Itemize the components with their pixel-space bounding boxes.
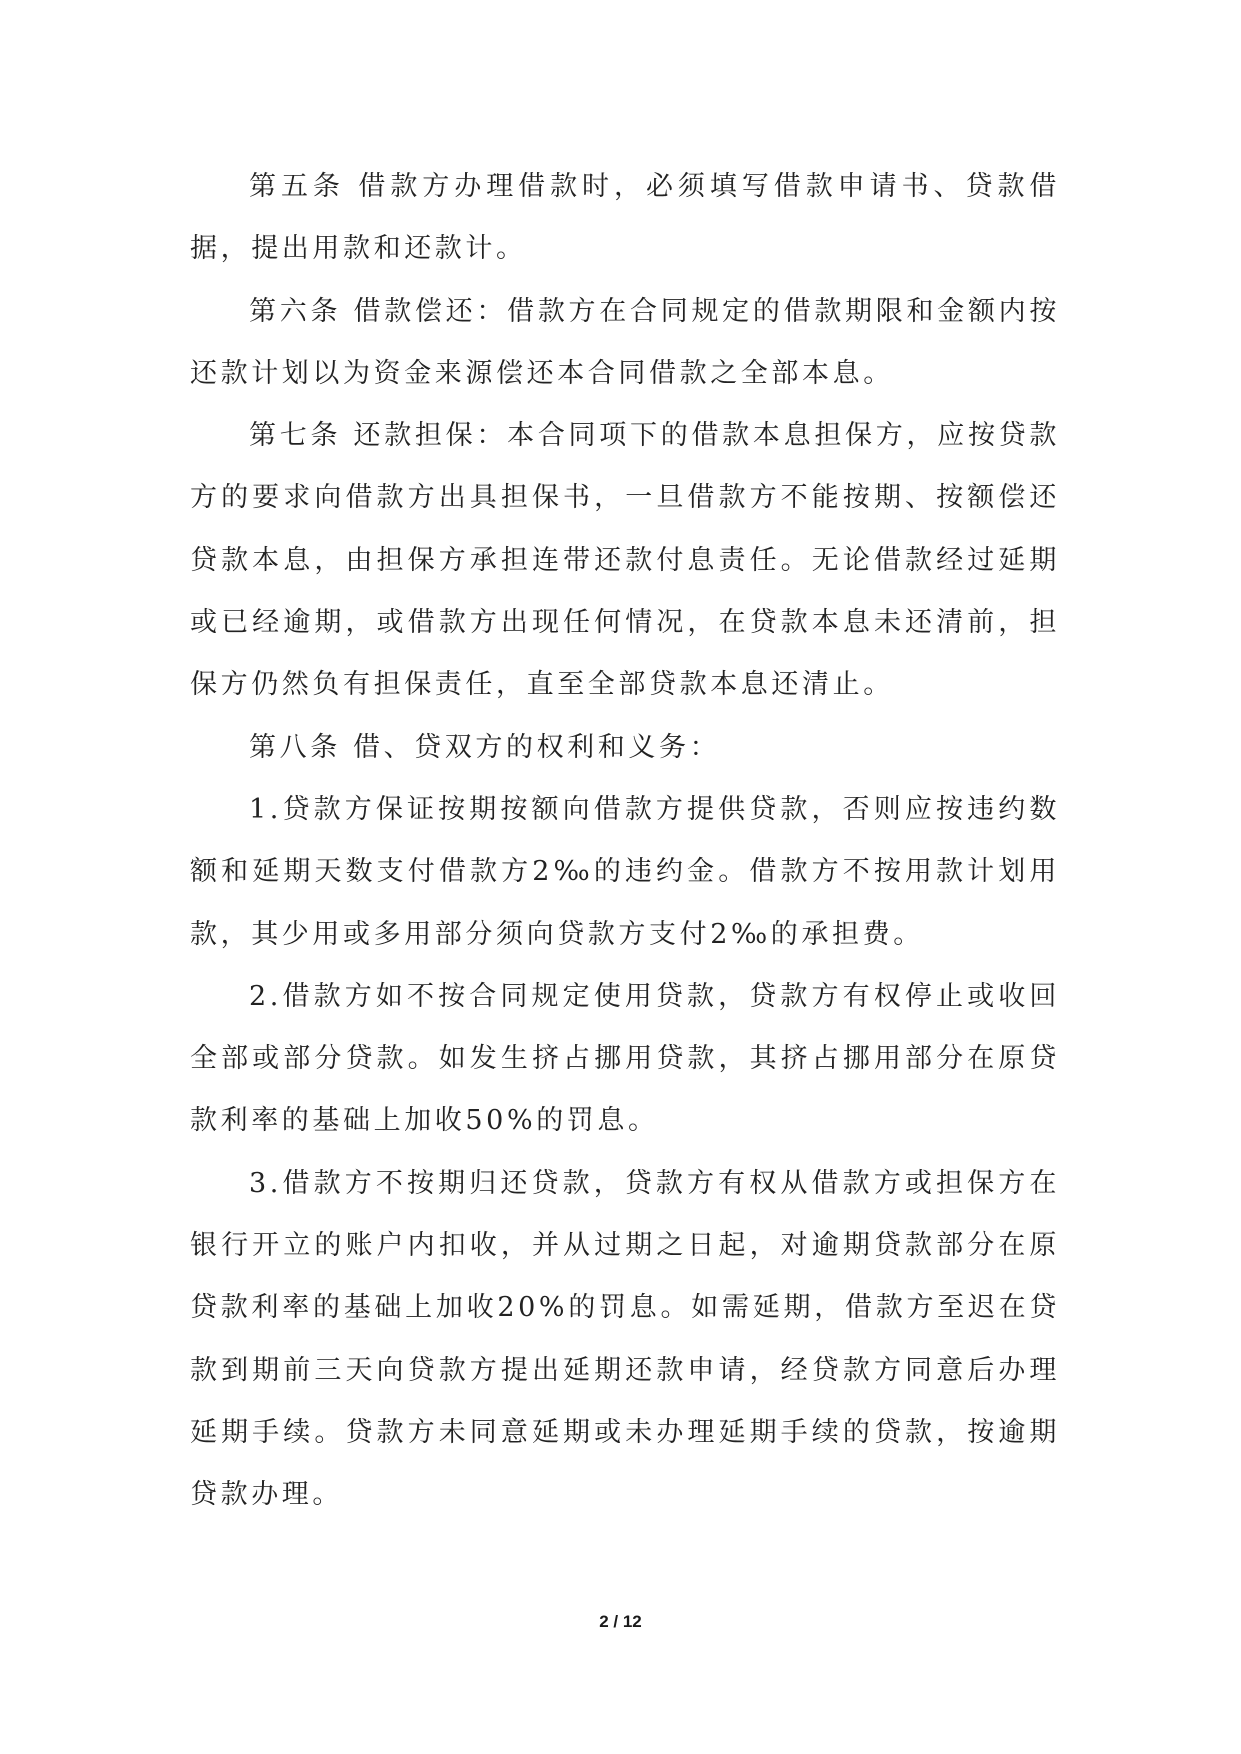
article-8-item-3: 3.借款方不按期归还贷款，贷款方有权从借款方或担保方在银行开立的账户内扣收，并从过期之日起，对逾期贷款部分在原贷款利率的基础上加收20%的罚息。如需延期，借款方至迟在贷款到期前三天向贷款方提出延期还款申请，经贷款方同意后办理延期手续。贷款方未同意延期或未办理延期手续的贷款，按逾期贷款办理。 [190,1167,1060,1511]
article-6-paragraph: 第六条 借款偿还：借款方在合同规定的借款期限和金额内按还款计划以为资金来源偿还本合同借款之全部本息。 [190,295,1060,389]
article-7-paragraph: 第七条 还款担保：本合同项下的借款本息担保方，应按贷款方的要求向借款方出具担保书，一旦借款方不能按期、按额偿还贷款本息，由担保方承担连带还款付息责任。无论借款经过延期或已经逾期，或借款方出现任何情况，在贷款本息未还清前，担保方仍然负有担保责任，直至全部贷款本息还清止。 [190,420,1060,701]
article-5-paragraph: 第五条 借款方办理借款时，必须填写借款申请书、贷款借据，提出用款和还款计。 [190,171,1060,265]
article-8-item-1: 1.贷款方保证按期按额向借款方提供贷款，否则应按违约数额和延期天数支付借款方2‰的违约金。借款方不按用款计划用款，其少用或多用部分须向贷款方支付2‰的承担费。 [190,793,1060,950]
article-8-item-2: 2.借款方如不按合同规定使用贷款，贷款方有权停止或收回全部或部分贷款。如发生挤占挪用贷款，其挤占挪用部分在原贷款利率的基础上加收50%的罚息。 [190,980,1060,1137]
document-body [190,156,1060,1527]
article-8-heading: 第八条 借、贷双方的权利和义务： [249,731,721,763]
page-number: 2 / 12 [599,1612,642,1631]
